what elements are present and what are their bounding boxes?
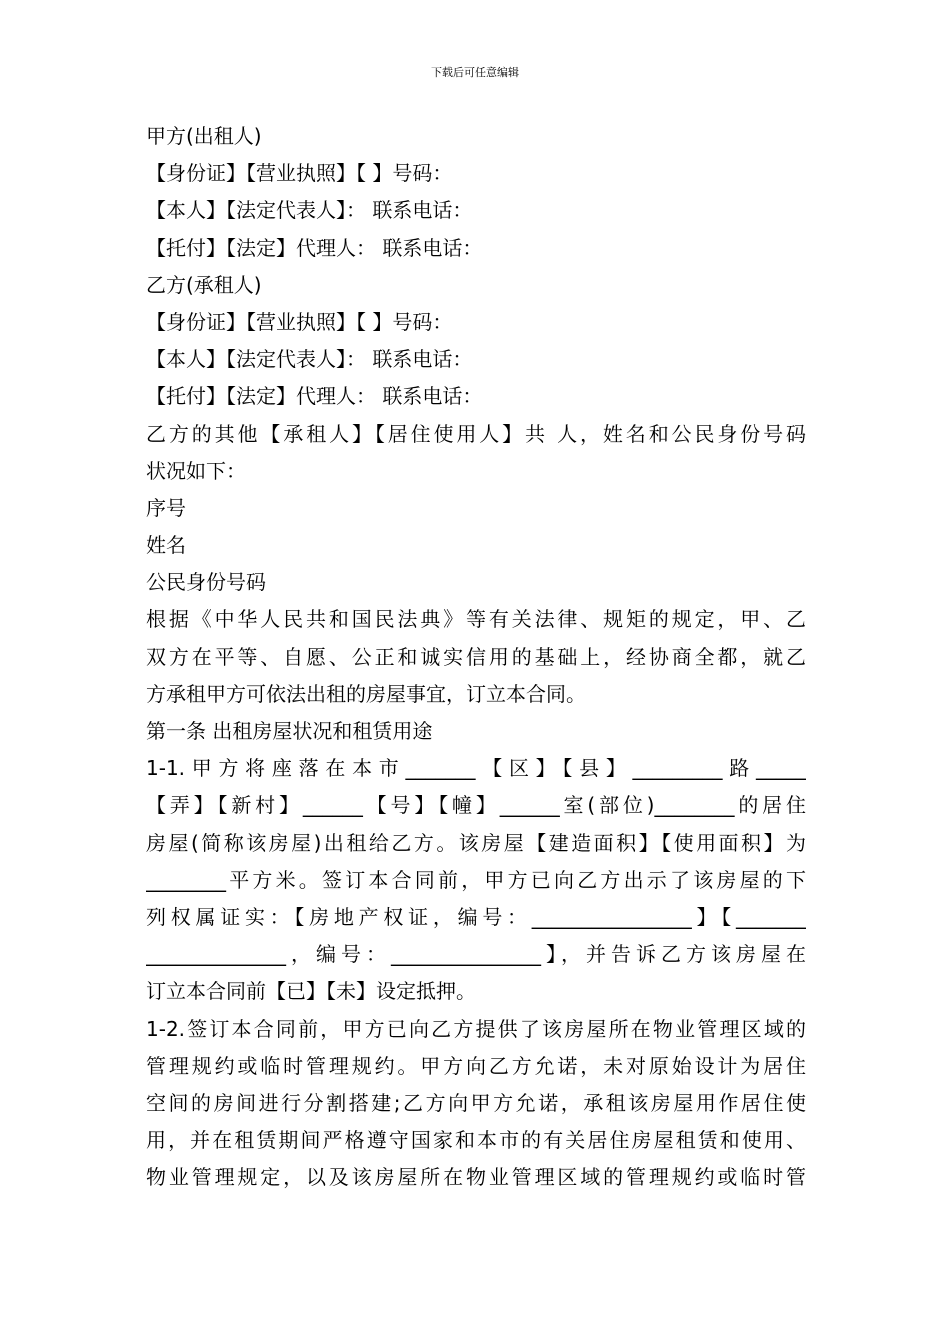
- party-b-representative-line: 【本人】【法定代表人】： 联系电话：: [146, 347, 473, 372]
- clause-1-2-line-5: 物业管理规定，以及该房屋所在物业管理区域的管理规约或临时管: [146, 1165, 806, 1190]
- clause-1-1-line-4: ________平方米。签订本合同前，甲方已向乙方出示了该房屋的下: [146, 867, 806, 892]
- party-a-agent-line: 【托付】【法定】代理人： 联系电话：: [146, 235, 483, 260]
- clause-1-2-line-1: 1-2.签订本合同前，甲方已向乙方提供了该房屋所在物业管理区域的: [146, 1016, 806, 1041]
- party-a-id-line: 【身份证】【营业执照】【 】号码：: [146, 161, 453, 186]
- party-a-representative-line: 【本人】【法定代表人】： 联系电话：: [146, 198, 473, 223]
- preamble-line-1: 根据《中华人民共和国民法典》等有关法律、规矩的规定，甲、乙: [146, 607, 806, 632]
- other-tenants-line: 乙方的其他【承租人】【居住使用人】共 人，姓名和公民身份号码: [146, 421, 806, 446]
- other-tenants-line-2: 状况如下：: [146, 458, 246, 483]
- clause-1-1-line-3: 房屋(简称该房屋)出租给乙方。该房屋【建造面积】【使用面积】为: [146, 830, 806, 855]
- party-b-id-line: 【身份证】【营业执照】【 】号码：: [146, 309, 453, 334]
- party-b-agent-line: 【托付】【法定】代理人： 联系电话：: [146, 384, 483, 409]
- party-b-heading: 乙方(承租人): [146, 272, 262, 297]
- article-1-heading: 第一条 出租房屋状况和租赁用途: [146, 719, 433, 743]
- clause-1-1-line-1: 1-1.甲方将座落在本市_______【区】【县】_________路_____: [146, 756, 806, 781]
- preamble-line-3: 方承租甲方可依法出租的房屋事宜，订立本合同。: [146, 681, 586, 706]
- field-name: 姓名: [146, 533, 186, 558]
- field-serial-number: 序号: [146, 495, 186, 520]
- preamble-line-2: 双方在平等、自愿、公正和诚实信用的基础上，经协商全都，就乙: [146, 644, 806, 669]
- clause-1-1-line-5: 列权属证实：【房地产权证，编号：________________】【_______: [146, 904, 806, 929]
- clause-1-1-line-2: 【弄】【新村】______【号】【幢】______室(部位)________的居住: [146, 793, 806, 818]
- clause-1-2-line-4: 用，并在租赁期间严格遵守国家和本市的有关居住房屋租赁和使用、: [146, 1128, 806, 1153]
- header-note: 下载后可任意编辑: [431, 66, 519, 79]
- clause-1-2-line-2: 管理规约或临时管理规约。甲方向乙方允诺，未对原始设计为居住: [146, 1053, 806, 1078]
- party-a-heading: 甲方(出租人): [146, 124, 262, 148]
- field-id-number: 公民身份号码: [146, 570, 266, 595]
- clause-1-1-line-7: 订立本合同前【已】【未】设定抵押。: [146, 979, 476, 1004]
- clause-1-1-line-6: ______________，编号：_______________】，并告诉乙方该房屋在: [146, 942, 806, 967]
- contract-body: [146, 118, 806, 1196]
- clause-1-2-line-3: 空间的房间进行分割搭建;乙方向甲方允诺，承租该房屋用作居住使: [146, 1090, 806, 1115]
